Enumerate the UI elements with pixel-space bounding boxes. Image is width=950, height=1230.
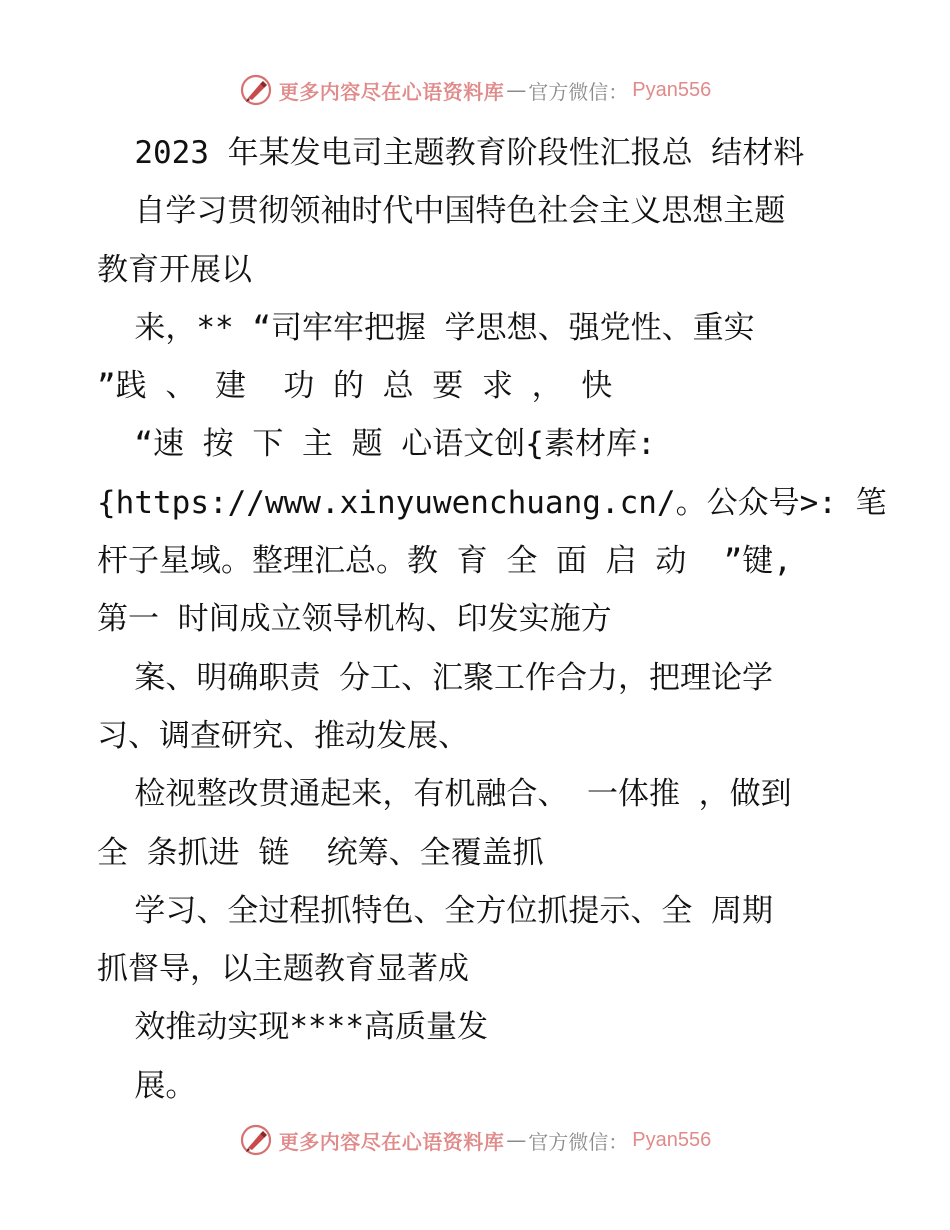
footer-separator: — — [506, 1128, 527, 1152]
footer-banner — [0, 1120, 950, 1160]
text-line: 习、调查研究、推动发展、 — [97, 717, 469, 754]
text-line: 教育开展以 — [97, 251, 252, 288]
text-line: 第一 时间成立领导机构、印发实施方 — [97, 601, 612, 638]
header-separator: — — [506, 78, 527, 102]
text-line: 来，** “司牢牢把握 学思想、强党性、重实 — [97, 309, 755, 346]
footer-wechat-id: Pyan556 — [632, 1128, 712, 1151]
text-line: 展。 — [97, 1067, 197, 1104]
text-line: ”践 、 建 功 的 总 要 求 ， 快 — [97, 368, 613, 405]
document-body — [97, 124, 887, 1115]
header-wechat-id: Pyan556 — [632, 78, 712, 101]
document-title-line: 2023 年某发电司主题教育阶段性汇报总 结材料 — [97, 135, 805, 171]
text-line: {https://www.xinyuwenchuang.cn/。公众号>: 笔 — [97, 484, 887, 521]
text-line: 效推动实现****高质量发 — [97, 1009, 488, 1046]
footer-brand-text: 更多内容尽在心语资料库 — [278, 1129, 505, 1154]
header-brand-text: 更多内容尽在心语资料库 — [278, 79, 505, 104]
header-wechat-label: 官方微信： — [528, 79, 629, 104]
pen-logo-icon — [239, 1123, 273, 1157]
text-line: “速 按 下 主 题 心语文创{素材库: — [97, 426, 656, 463]
text-line: 检视整改贯通起来，有机融合、 一体推 ，做到 — [97, 776, 792, 813]
text-line: 自学习贯彻领袖时代中国特色社会主义思想主题 — [97, 193, 786, 230]
footer-wechat-label: 官方微信： — [528, 1129, 629, 1154]
text-line: 全 条抓进 链 统筹、全覆盖抓 — [97, 834, 544, 871]
text-line: 抓督导，以主题教育显著成 — [97, 951, 469, 988]
pen-logo-icon — [239, 73, 273, 107]
text-line: 杆子星域。整理汇总。教 育 全 面 启 动 ”键, — [97, 543, 792, 580]
text-line: 学习、全过程抓特色、全方位抓提示、全 周期 — [97, 892, 773, 929]
header-banner — [0, 70, 950, 110]
text-line: 案、明确职责 分工、汇聚工作合力，把理论学 — [97, 659, 773, 696]
